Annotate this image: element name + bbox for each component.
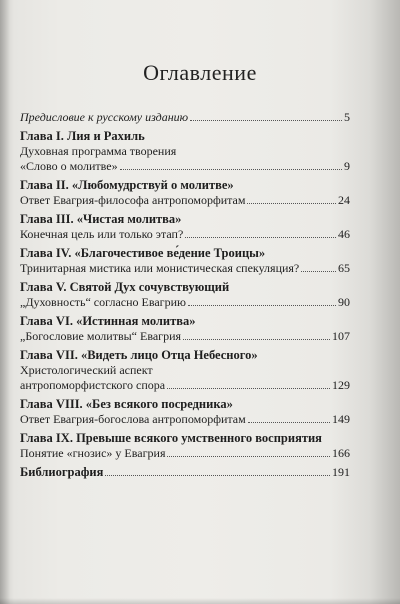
page-number: 46 [338,227,350,241]
page-number: 5 [344,110,350,124]
chapter-subtitle: Понятие «гнозис» у Евагрия [20,446,166,460]
page-number: 107 [332,329,350,343]
chapter-heading: Глава IX. Превыше всякого умственного восприятия [20,431,322,445]
chapter-subtitle: «Слово о молитве» [20,159,118,173]
preface-label: Предисловие к русскому изданию [20,110,189,124]
page-number: 129 [332,378,350,392]
dot-leader [183,339,330,340]
page-number: 149 [332,412,350,426]
toc-entry-bibliography [20,465,350,480]
page-title: Оглавление [143,60,257,85]
chapter-subtitle: Ответ Евагрия-богослова антропоморфитам [20,412,246,426]
chapter-heading: Глава III. «Чистая молитва» [20,212,182,226]
dot-leader [120,169,342,170]
toc-entry-chapter [20,212,350,242]
chapter-subtitle: антропоморфистского спора [20,378,166,392]
chapter-subtitle-line: Христологический аспект [20,363,153,377]
table-of-contents [20,110,350,484]
dot-leader [185,237,336,238]
chapter-heading: Глава I. Лия и Рахиль [20,129,145,143]
page-number: 24 [338,193,350,207]
page-bottom-edge [0,598,400,604]
page-number: 90 [338,295,350,309]
chapter-heading: Глава VI. «Истинная молитва» [20,314,196,328]
chapter-subtitle: Ответ Евагрия-философа антропоморфитам [20,193,246,207]
bibliography-label: Библиография [20,465,104,479]
chapter-subtitle: „Богословие молитвы“ Евагрия [20,329,182,343]
dot-leader [105,475,330,476]
chapter-subtitle: „Духовность“ согласно Евагрию [20,295,186,309]
chapter-heading: Глава VIII. «Без всякого посредника» [20,397,233,411]
page-number: 9 [344,159,350,173]
chapter-subtitle: Тринитарная мистика или монистическая спекуляция? [20,261,300,275]
toc-entry-preface [20,110,350,125]
page-number: 191 [332,465,350,479]
dot-leader [301,271,336,272]
dot-leader [188,305,336,306]
chapter-heading: Глава V. Святой Дух сочувствующий [20,280,230,294]
dot-leader [167,388,330,389]
chapter-heading: Глава IV. «Благочестивое ве́дение Троицы» [20,246,266,260]
page-number: 166 [332,446,350,460]
toc-entry-chapter [20,178,350,208]
toc-entry-chapter [20,246,350,276]
dot-leader [248,422,330,423]
chapter-list [20,129,350,461]
toc-entry-chapter [20,129,350,174]
chapter-heading: Глава VII. «Видеть лицо Отца Небесного» [20,348,258,362]
toc-entry-chapter [20,314,350,344]
toc-entry-chapter [20,397,350,427]
chapter-subtitle: Конечная цель или только этап? [20,227,184,241]
chapter-heading: Глава II. «Любомудрствуй о молитве» [20,178,234,192]
page-gutter-shadow [0,0,10,604]
dot-leader [190,120,342,121]
chapter-subtitle-line: Духовная программа творения [20,144,177,158]
toc-entry-chapter [20,348,350,393]
page-number: 65 [338,261,350,275]
toc-entry-chapter [20,280,350,310]
toc-entry-chapter [20,431,350,461]
dot-leader [167,456,330,457]
dot-leader [247,203,336,204]
